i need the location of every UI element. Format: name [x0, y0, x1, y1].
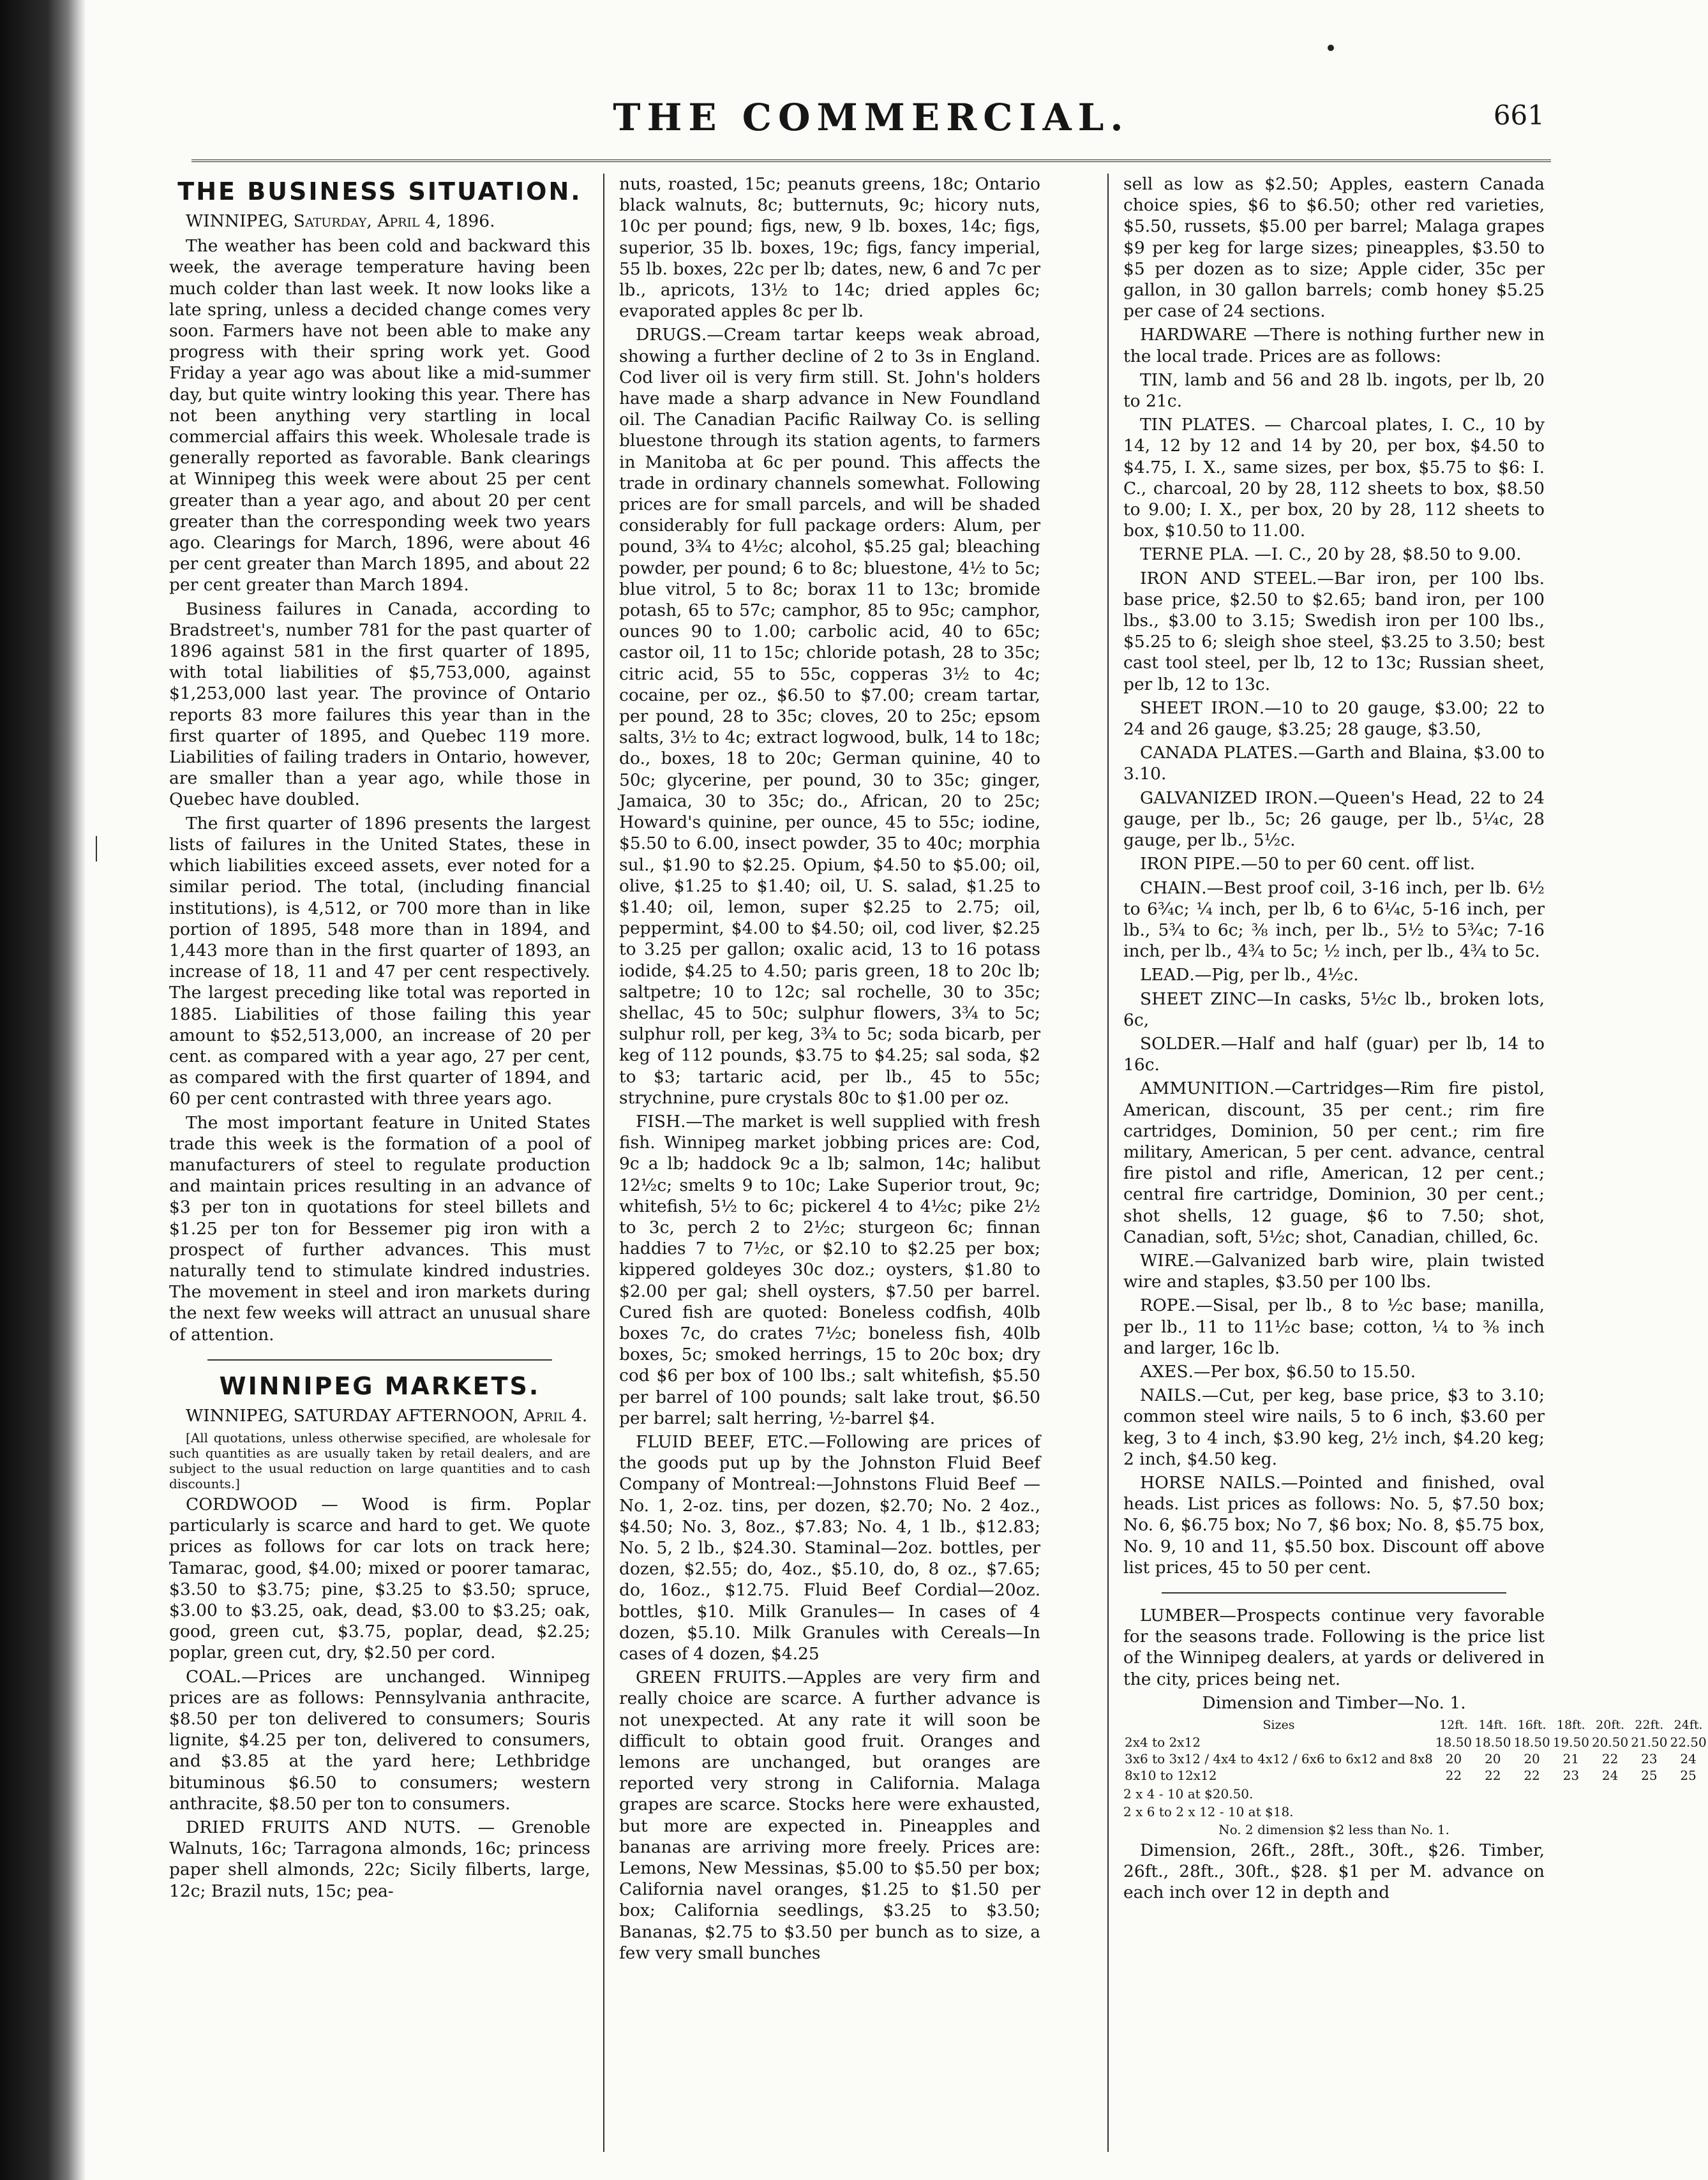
market-item — [169, 1817, 590, 1902]
market-item — [1123, 1385, 1545, 1470]
market-item — [619, 1111, 1040, 1429]
column-rule — [603, 174, 604, 2152]
market-item-lead: GALVANIZED IRON — [1140, 788, 1313, 808]
market-item-text: .—Pig, per lb., 4½c. — [1189, 965, 1359, 985]
market-item-text: , lamb and 56 and 28 lb. ingots, per lb, 20 to 21c. — [1123, 370, 1545, 412]
market-item-lead: CHAIN — [1140, 877, 1202, 898]
publication-title: THE COMMERCIAL. — [613, 96, 1130, 139]
market-item-text: .—Apples are very firm and really choice are scarce. A further advance is not unexpected. At any rate it will soon be difficult to obtain good fruit. Oranges and lemons are unchanged, but oranges are reported very strong in California. Malaga grapes are scarce. Stocks here were exhausted, but more are expected in. Pineapples and bananas are arriving more freely. Prices are: Lemons, New Messinas, $5.00 to $5.50 per box; California navel oranges, $1.25 to $1.50 per box; California seedlings, $3.25 to $3.50; Bananas, $2.75 to $3.50 per bunch as to size, a few very small bunches — [619, 1668, 1040, 1963]
business-paragraph: The weather has been cold and backward this week, the average temperature having been much colder than last week. It now looks like a late spring, unless a decided change comes very soon. Farmers have not been able to make any progress with their spring work yet. Good Friday a year ago was about like a mid-summer day, but quite wintry looking this year. There has not been anything very startling in local commercial affairs this week. Wholesale trade is generally reported as favorable. Bank clearings at Winnipeg this week were about 25 per cent greater than a year ago, and about 20 per cent greater than the corresponding week two years ago. Clearings for March, 1896, were about 46 per cent greater than March 1895, and about 22 per cent greater than March 1894. — [169, 236, 590, 595]
market-item-text: —In casks, 5½c lb., broken lots, 6c, — [1123, 989, 1545, 1030]
market-item-lead: CANADA PLATES — [1140, 743, 1293, 763]
section-divider — [207, 1359, 552, 1361]
timber-table-header — [1123, 1716, 1708, 1734]
market-item — [1123, 964, 1545, 985]
market-item-text: .—Best proof coil, 3-16 inch, per lb. 6½ to 6¾c; ¼ inch, per lb, 6 to 6¼c, 5-16 inch, per lb., 5¾ to 6c; ⅜ inch, per lb., 5½ to 5¾c; 7-16 inch, per lb., 4¾ to 5c; ½ inch, per lb., 4¾ to 5c. — [1123, 877, 1545, 962]
market-item-lead: SOLDER — [1140, 1033, 1216, 1054]
market-item-lead: COAL — [186, 1666, 236, 1687]
table-row — [1123, 1751, 1708, 1767]
binding-speck — [96, 836, 97, 862]
market-item — [1123, 989, 1545, 1031]
market-item-lead: TERNE PLA — [1140, 544, 1244, 565]
timber-price-cell: 22 — [1601, 1751, 1619, 1767]
timber-price-cell: 21.50 — [1631, 1735, 1668, 1751]
market-item — [1123, 1033, 1545, 1075]
market-item-lead: DRUGS — [636, 325, 701, 345]
timber-header-cell: 20ft. — [1596, 1718, 1625, 1733]
market-item — [1123, 1250, 1545, 1292]
market-items — [1123, 174, 1545, 1578]
market-item-text: .—Garth and Blaina, $3.00 to 3.10. — [1123, 743, 1545, 784]
market-item-lead: SHEET IRON — [1140, 698, 1259, 718]
market-item-text: sell as low as $2.50; Apples, eastern Canada choice spies, $6 to $6.50; other red varieties, $5.50, russets, $5.00 per barrel; Malaga grapes $9 per keg for large sizes; pineapples, $3.50 to $5 per dozen as to size; Apple cider, 35c per gallon, in 30 gallon barrels; comb honey $5.25 per case of 24 sections. — [1123, 174, 1545, 322]
market-item-text: .—Half and half (guar) per lb, 14 to 16c. — [1123, 1033, 1545, 1075]
table-row — [1123, 1767, 1708, 1784]
market-item — [169, 1666, 590, 1814]
timber-header-cell: 24ft. — [1674, 1718, 1703, 1733]
market-item-text: .—Cut, per keg, base price, $3 to 3.10; common steel wire nails, 5 to 6 inch, $3.60 per keg, 3 to 4 inch, $3.90 keg, 2½ inch, $4.20 keg; 2 inch, $4.50 keg. — [1123, 1385, 1545, 1469]
market-item-lead: LEAD — [1140, 965, 1190, 985]
timber-price-cell: 22.50 — [1670, 1735, 1707, 1751]
markets-dateline: WINNIPEG, SATURDAY AFTERNOON, April 4. — [186, 1405, 588, 1426]
market-item — [1123, 1295, 1545, 1359]
market-item-text: —There is nothing further new in the local trade. Prices are as follows: — [1123, 325, 1545, 366]
timber-price-cell: 21 — [1562, 1751, 1580, 1767]
masthead — [191, 96, 1551, 162]
column-2 — [619, 174, 1040, 2152]
market-item-text: nuts, roasted, 15c; peanuts greens, 18c; Ontario black walnuts, 8c; butternuts, 9c; hicory nuts, 10c per pound; figs, new, 9 lb. boxes, 14c; figs, superior, 35 lb. boxes, 19c; figs, fancy imperial, 55 lb. boxes, 22c per lb; dates, new, 6 and 7c per lb., apricots, 13½ to 14c; dried apples 6c; evaporated apples 8c per lb. — [619, 174, 1040, 322]
timber-table-caption: Dimension and Timber—No. 1. — [1202, 1692, 1466, 1713]
market-item — [619, 1431, 1040, 1664]
lumber-closing: Dimension, 26ft., 28ft., 30ft., $26. Timber, 26ft., 28ft., 30ft., $28. $1 per M. advance on each inch over 12 in depth and — [1123, 1840, 1545, 1903]
timber-header-cell: 14ft. — [1478, 1718, 1508, 1733]
timber-price-cell: 22 — [1445, 1768, 1462, 1784]
market-item-lead: IRON AND STEEL — [1140, 568, 1312, 588]
lumber-text: —Prospects continue very favorable for the seasons trade. Following is the price list of the Winnipeg dealers, at yards or delivered in the city, prices being net. — [1123, 1606, 1545, 1689]
timber-price-table — [1123, 1716, 1708, 1784]
market-item-text: . — Grenoble Walnuts, 16c; Tarragona almonds, 16c; princess paper shell almonds, 22c; Sicily filberts, large, 12c; Brazil nuts, 15c; pea- — [169, 1818, 590, 1901]
market-item-lead: HORSE NAILS — [1140, 1472, 1276, 1493]
market-item-text: .—10 to 20 gauge, $3.00; 22 to 24 and 26 gauge, $3.25; 28 gauge, $3.50, — [1123, 698, 1545, 740]
business-paragraph: Business failures in Canada, according to Bradstreet's, number 781 for the past quarter of 1896 against 581 in the first quarter of 1895, with total liabilities of $5,753,000, against $1,253,000 last year. The province of Ontario reports 83 more failures this year than in the first quarter of 1895, and Quebec 119 more. Liabilities of failing traders in Ontario, however, are smaller than a year ago, while those in Quebec have doubled. — [169, 599, 590, 810]
binding-shadow — [0, 0, 86, 2180]
business-heading: THE BUSINESS SITUATION. — [177, 177, 582, 205]
market-item — [1123, 414, 1545, 541]
column-3 — [1123, 174, 1707, 2152]
timber-price-cell: 20.50 — [1591, 1735, 1629, 1751]
market-item — [1123, 1361, 1545, 1382]
market-item — [1123, 788, 1545, 851]
column-1 — [169, 174, 590, 2152]
market-item-text: .—Bar iron, per 100 lbs. base price, $2.50 to $2.65; band iron, per 100 lbs., $3.00 to 3.15; Swedish iron per 100 lbs., $5.25 to 6; sleigh shoe steel, $3.25 to 3.50; best cast tool steel, per lb, 12 to 13c; Russian sheet, per lb, 12 to 13c. — [1123, 568, 1545, 694]
ink-speck — [1328, 45, 1334, 51]
market-item-text: .—The market is well supplied with fresh fish. Winnipeg market jobbing prices are: Cod, 9c a lb; haddock 9c a lb; salmon, 14c; halibut 12½c; smelts 9 to 10c; Lake Superior trout, 9c; whitefish, 5½ to 6c; pickerel 4 to 4½c; pike 2½ to 3c, perch 2 to 2½c; sturgeon 6c; finnan haddies 7 to 7½c, or $2.10 to $2.25 per box; kippered goldeyes 30c doz.; oysters, $1.80 to $2.00 per gal; shell oysters, $7.50 per barrel. Cured fish are quoted: Boneless codfish, 40lb boxes 7c, do crates 7½c; boneless fish, 40lb boxes, 5c; smoked herrings, 15 to 20c box; dry cod $6 per box of 100 lbs.; salt whitefish, $5.50 per barrel of 100 pounds; salt lake trout, $6.50 per barrel; salt herring, ½-barrel $4. — [619, 1111, 1040, 1428]
timber-price-cell: 23 — [1562, 1768, 1580, 1784]
market-item-lead: FISH — [636, 1111, 681, 1131]
table-row — [1123, 1734, 1708, 1751]
market-item — [619, 174, 1040, 322]
market-item-text: .—Prices are unchanged. Winnipeg prices are as follows: Pennsylvania anthracite, $8.50 per ton delivered to consumers; Souris lignite, $4.25 per ton, delivered to consumers, and $3.85 at the yard here; Lethbridge bituminous $6.50 to consumers; western anthracite, $8.50 per ton to consumers. — [169, 1666, 590, 1814]
timber-header-cell: Sizes — [1262, 1718, 1295, 1733]
timber-price-cell: 20 — [1485, 1751, 1501, 1767]
market-item-lead: DRIED FRUITS AND NUTS — [186, 1818, 456, 1838]
timber-price-cell: 18.50 — [1435, 1735, 1472, 1751]
market-item-text: — Wood is firm. Poplar particularly is scarce and hard to get. We quote prices as follows for car lots on track here; Tamarac, good, $4.00; mixed or poorer tamarac, $3.50 to $3.75; pine, $3.25 to $3.50; spruce, $3.00 to $3.25, oak, dead, $3.00 to $3.25; oak, good, green cut, $3.75, poplar, dead, $2.25; poplar, green cut, dry, $2.50 per cord. — [169, 1494, 590, 1663]
market-item-lead: WIRE — [1140, 1250, 1190, 1271]
market-item-lead: NAILS — [1140, 1385, 1197, 1406]
timber-price-cell: 22 — [1485, 1768, 1501, 1784]
market-items — [619, 174, 1040, 1964]
market-item — [1123, 1472, 1545, 1578]
market-item-lead: SHEET ZINC — [1140, 989, 1257, 1009]
market-item-text: . — Charcoal plates, I. C., 10 by 14, 12 by 12 and 14 by 20, per box, $4.50 to $4.75, I. X., same sizes, per box, $5.75 to $6: I. C., charcoal, 20 by 28, 112 sheets to box, $8.50 to 9.00; I. X., per box, 20 by 28, 112 sheets to box, $10.50 to 11.00. — [1123, 415, 1545, 541]
market-item-lead: ROPE — [1140, 1295, 1190, 1316]
timber-size-cell: 2x4 to 2x12 — [1125, 1735, 1201, 1751]
lumber-paragraph — [1123, 1605, 1545, 1690]
timber-price-cell: 20 — [1524, 1751, 1540, 1767]
market-item-lead: HARDWARE — [1140, 325, 1247, 345]
column-rule — [1107, 174, 1109, 2152]
page-number: 661 — [1493, 100, 1545, 131]
timber-price-cell: 18.50 — [1474, 1735, 1511, 1751]
timber-note: No. 2 dimension $2 less than No. 1. — [1218, 1822, 1450, 1838]
market-item — [619, 324, 1040, 1109]
section-divider — [1162, 1592, 1506, 1594]
market-item — [1123, 742, 1545, 784]
market-item — [619, 1667, 1040, 1964]
market-item — [1123, 174, 1545, 322]
timber-price-cell: 22 — [1524, 1768, 1540, 1784]
timber-header-cell: 16ft. — [1517, 1718, 1547, 1733]
market-item-lead: AXES — [1140, 1361, 1188, 1382]
market-item-text: .—Cream tartar keeps weak abroad, showing a further decline of 2 to 3s in England. Cod liver oil is very firm still. St. John's holders have made a sharp advance in New Foundland oil. The Canadian Pacific Railway Co. is selling bluestone through its station agents, to farmers in Manitoba at 6c per pound. This affects the trade in ordinary channels somewhat. Following prices are for small parcels, and will be shaded considerably for full package orders: Alum, per pound, 3¾ to 4½c; alcohol, $5.25 gal; bleaching powder, per pound; 6 to 8c; bluestone, 4½ to 5c; blue vitrol, 5 to 8c; borax 11 to 13c; bromide potash, 65 to 57c; camphor, 85 to 95c; camphor, ounces 90 to 1.00; carbolic acid, 40 to 65c; castor oil, 11 to 15c; chloride potash, 28 to 35c; citric acid, 55 to 55c, copperas 3½ to 4c; cocaine, per oz., $6.50 to $7.00; cream tartar, per pound, 28 to 35c; cloves, 20 to 25c; epsom salts, 3½ to 4c; extract logwood, bulk, 14 to 18c; do., boxes, 18 to 20c; German quinine, 40 to 50c; glycerine, per pound, 30 to 35c; ginger, Jamaica, 30 to 35c; do., African, 20 to 25c; Howard's quinine, per ounce, 45 to 55c; iodine, $5.50 to 6.00, insect powder, 35 to 40c; morphia sul., $1.90 to $2.25. Opium, $4.50 to $5.00; oil, olive, $1.25 to $1.40; oil, U. S. salad, $1.25 to $1.40; oil, lemon, super $2.25 to 2.75; oil, peppermint, $4.00 to $4.50; oil, cod liver, $2.25 to 3.25 per gallon; oxalic acid, 13 to 16 potass iodide, $4.25 to 4.50; paris green, 18 to 20c lb; saltpetre; 10 to 12c; sal rochelle, 30 to 35c; shellac, 45 to 50c; sulphur flowers, 3¾ to 5c; sulphur roll, per keg, 3¾ to 5c; soda bicarb, per keg of 112 pounds, $3.75 to $4.25; sal soda, $2 to $3; tartaric acid, per lb., 45 to 55c; strychnine, pure crystals 80c to $1.00 per oz. — [619, 325, 1040, 1108]
market-item — [1123, 544, 1545, 565]
market-items — [169, 1494, 590, 1902]
business-paragraph: The first quarter of 1896 presents the largest lists of failures in the United States, these in which liabilities exceed assets, ever noted for a similar period. The total, (including financial institutions), is 4,512, or 700 more than in like portion of 1895, 548 more than in 1894, and 1,443 more than in the first quarter of 1893, an increase of 18, 11 and 47 per cent respectively. The largest preceding like total was reported in 1885. Liabilities of those failing this year amount to $52,513,000, an increase of 20 per cent. as compared with a year ago, 27 per cent, as compared with the first quarter of 1894, and 60 per cent contrasted with three years ago. — [169, 813, 590, 1109]
market-item-lead: GREEN FRUITS — [636, 1668, 782, 1688]
market-item — [1123, 370, 1545, 412]
markets-heading: WINNIPEG MARKETS. — [219, 1371, 541, 1400]
market-item-lead: FLUID BEEF, ETC — [636, 1431, 804, 1452]
business-dateline: WINNIPEG, Saturday, April 4, 1896. — [186, 211, 495, 231]
market-item-text: .—Galvanized barb wire, plain twisted wire and staples, $3.50 per 100 lbs. — [1123, 1250, 1545, 1292]
market-item — [1123, 324, 1545, 366]
timber-price-cell: 24 — [1601, 1768, 1619, 1784]
timber-header-cell: 18ft. — [1556, 1718, 1585, 1733]
lumber-lead: LUMBER — [1140, 1606, 1220, 1625]
timber-price-cell: 24 — [1680, 1751, 1697, 1767]
timber-price-cell: 19.50 — [1552, 1735, 1589, 1751]
market-item-lead: CORDWOOD — [186, 1494, 298, 1514]
market-item-text: .—Queen's Head, 22 to 24 gauge, per lb., 5c; 26 gauge, per lb., 5¼c, 28 gauge, per lb., 5½c. — [1123, 788, 1545, 851]
market-item-text: .—Pointed and finished, oval heads. List prices as follows: No. 5, $7.50 box; No. 6, $6.75 box; No 7, $6 box; No. 8, $5.75 box, No. 9, 10 and 11, $5.50 box. Discount off above list prices, 45 to 50 per cent. — [1123, 1472, 1545, 1578]
market-item-lead: TIN — [1140, 370, 1173, 390]
market-item — [1123, 853, 1545, 874]
timber-size-cell: 8x10 to 12x12 — [1125, 1768, 1217, 1784]
market-item — [1123, 568, 1545, 695]
timber-header-cell: 22ft. — [1635, 1718, 1664, 1733]
market-item-lead: IRON PIPE — [1140, 854, 1236, 874]
timber-price-cell: 23 — [1641, 1751, 1658, 1767]
timber-price-cell: 25 — [1680, 1768, 1697, 1784]
market-item — [1123, 877, 1545, 962]
market-item — [1123, 1078, 1545, 1248]
market-item — [169, 1494, 590, 1664]
timber-price-cell: 25 — [1641, 1768, 1658, 1784]
timber-header-cell: 12ft. — [1439, 1718, 1468, 1733]
market-item-text: .—Cartridges—Rim fire pistol, American, discount, 35 per cent.; rim fire cartridges, Dominion, 50 per cent.; rim fire military, American, 5 per cent. advance, central fire pistol and rifle, American, 12 per cent.; central fire cartridge, Dominion, 30 per cent.; shot shells, 12 guage, $6 to 7.50; shot, Canadian, soft, 5½c; shot, Canadian, chilled, 6c. — [1123, 1079, 1545, 1247]
timber-price-cell: 20 — [1445, 1751, 1462, 1767]
timber-note: 2 x 4 - 10 at $20.50. — [1123, 1786, 1254, 1802]
timber-size-cell: 3x6 to 3x12 / 4x4 to 4x12 / 6x6 to 6x12 and 8x8 — [1125, 1751, 1433, 1767]
market-item-text: .—Following are prices of the goods put up by the Johnston Fluid Beef Company of Montreal:—Johnstons Fluid Beef —No. 1, 2-oz. tins, per dozen, $2.70; No. 2 4oz., $4.50; No. 3, 8oz., $7.83; No. 4, 1 lb., $12.83; No. 5, 2 lb., $24.30. Staminal—2oz. bottles, per dozen, $2.55; do, 4oz., $5.10, do, 8 oz., $7.65; do, 16oz., $12.75. Fluid Beef Cordial—20oz. bottles, $10. Milk Granules— In cases of 4 dozen, $5.10. Milk Granules with Cereals—In cases of 4 dozen, $4.25 — [619, 1431, 1041, 1664]
market-item-text: . —I. C., 20 by 28, $8.50 to 9.00. — [1243, 544, 1522, 565]
market-item — [1123, 698, 1545, 740]
market-item-text: .—Per box, $6.50 to 15.50. — [1188, 1361, 1416, 1382]
market-item-lead: AMMUNITION — [1140, 1079, 1270, 1099]
quotation-note: [All quotations, unless otherwise specified, are wholesale for such quantities as are usually taken by retail dealers, and are subject to the usual reduction on large quantities and to cash discounts.] — [169, 1430, 590, 1491]
business-paragraph: The most important feature in United States trade this week is the formation of a pool of manufacturers of steel to regulate production and maintain prices resulting in an advance of $3 per ton in quotations for steel billets and $1.25 per ton for Bessemer pig iron with a prospect of further advances. This must naturally tend to stimulate kindred industries. The movement in steel and iron markets during the next few weeks will attract an unusual share of attention. — [169, 1112, 590, 1345]
market-item-text: .—50 to per 60 cent. off list. — [1235, 854, 1476, 874]
market-item-lead: TIN PLATES — [1140, 415, 1251, 435]
timber-note: 2 x 6 to 2 x 12 - 10 at $18. — [1123, 1804, 1294, 1820]
timber-price-cell: 18.50 — [1513, 1735, 1550, 1751]
market-item-text: .—Sisal, per lb., 8 to ½c base; manilla, per lb., 11 to 11½c base; cotton, ¼ to ⅜ inch and larger, 16c lb. — [1123, 1295, 1545, 1358]
